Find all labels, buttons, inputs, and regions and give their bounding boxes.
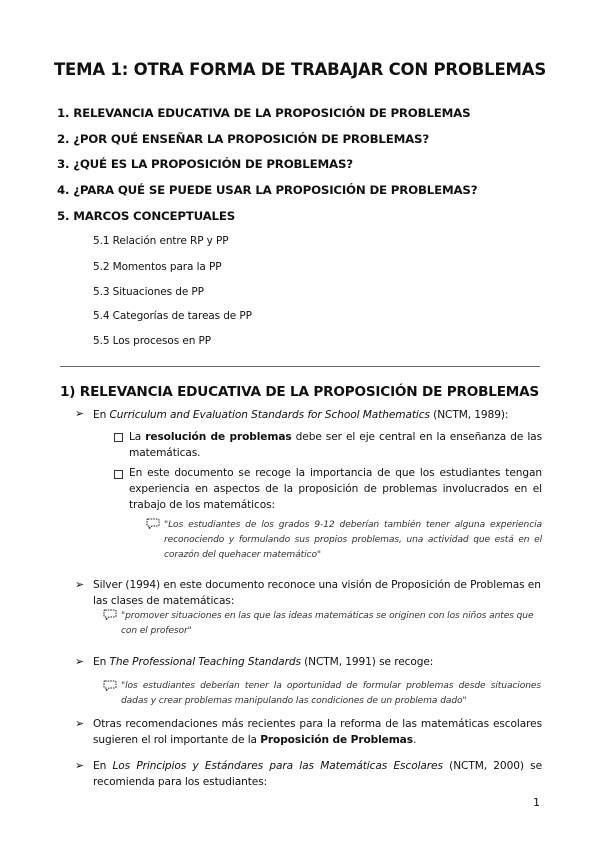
checkbox-bullet-icon (114, 433, 123, 442)
quote-1: "Los estudiantes de los grados 9-12 deberían también tener alguna experiencia reconociendo y formulando sus propios problemas, una actividad que está en el corazón del quehacer matemático" (164, 520, 542, 560)
toc-subitem-5-3: 5.3 Situaciones de PP (93, 286, 204, 298)
page-number: 1 (533, 796, 540, 809)
document-title: TEMA 1: OTRA FORMA DE TRABAJAR CON PROBLEMAS (53, 60, 547, 79)
toc-item-4: 4. ¿PARA QUÉ SE PUEDE USAR LA PROPOSICIÓN DE PROBLEMAS? (57, 183, 478, 197)
quote-2: "promover situaciones en las que las ideas matemáticas se originen con los niños antes que con el profesor" (121, 611, 534, 636)
toc-subitem-5-5: 5.5 Los procesos en PP (93, 335, 211, 347)
speech-bubble-icon (146, 518, 160, 530)
toc-subitem-5-2: 5.2 Momentos para la PP (93, 261, 222, 273)
arrow-bullet-icon: ➢ (75, 655, 85, 668)
toc-subitem-5-4: 5.4 Categorías de tareas de PP (93, 310, 252, 322)
arrow-bullet-icon: ➢ (75, 578, 85, 591)
bullet-4-text: Otras recomendaciones más recientes para la reforma de las matemáticas escolares sugieren el rol importante de la Proposición de Problemas. (93, 718, 542, 746)
check-item-2-text: En este documento se recoge la importancia de que los estudiantes tengan experiencia en aspectos de la proposición de problemas involucrados en el trabajo de los matemáticos: (129, 467, 542, 511)
toc-subitem-5-1: 5.1 Relación entre RP y PP (93, 235, 229, 247)
section-heading: 1) RELEVANCIA EDUCATIVA DE LA PROPOSICIÓN DE PROBLEMAS (60, 384, 540, 400)
bullet-3-text: En The Professional Teaching Standards (NCTM, 1991) se recoge: (93, 656, 434, 668)
bullet-2-text: Silver (1994) en este documento reconoce una visión de Proposición de Problemas en las clases de matemáticas: (93, 579, 541, 607)
arrow-bullet-icon: ➢ (75, 407, 85, 420)
toc-item-5: 5. MARCOS CONCEPTUALES (57, 209, 236, 223)
bullet-1-text: En Curriculum and Evaluation Standards for School Mathematics (NCTM, 1989): (93, 409, 509, 421)
quote-3: "los estudiantes deberían tener la oportunidad de formular problemas desde situaciones dadas y crear problemas manipulando las condiciones de un problema dado" (121, 681, 541, 706)
checkbox-bullet-icon (114, 470, 123, 479)
arrow-bullet-icon: ➢ (75, 717, 85, 730)
section-divider (60, 366, 540, 367)
toc-item-2: 2. ¿POR QUÉ ENSEÑAR LA PROPOSICIÓN DE PROBLEMAS? (57, 132, 429, 146)
speech-bubble-icon (103, 680, 117, 692)
bullet-5-text: En Los Principios y Estándares para las Matemáticas Escolares (NCTM, 2000) se recomienda para los estudiantes: (93, 760, 542, 788)
speech-bubble-icon (103, 609, 117, 621)
check-item-1-text: La resolución de problemas debe ser el eje central en la enseñanza de las matemáticas. (129, 431, 542, 459)
arrow-bullet-icon: ➢ (75, 759, 85, 772)
toc-item-1: 1. RELEVANCIA EDUCATIVA DE LA PROPOSICIÓN DE PROBLEMAS (57, 106, 471, 120)
toc-item-3: 3. ¿QUÉ ES LA PROPOSICIÓN DE PROBLEMAS? (57, 157, 353, 171)
